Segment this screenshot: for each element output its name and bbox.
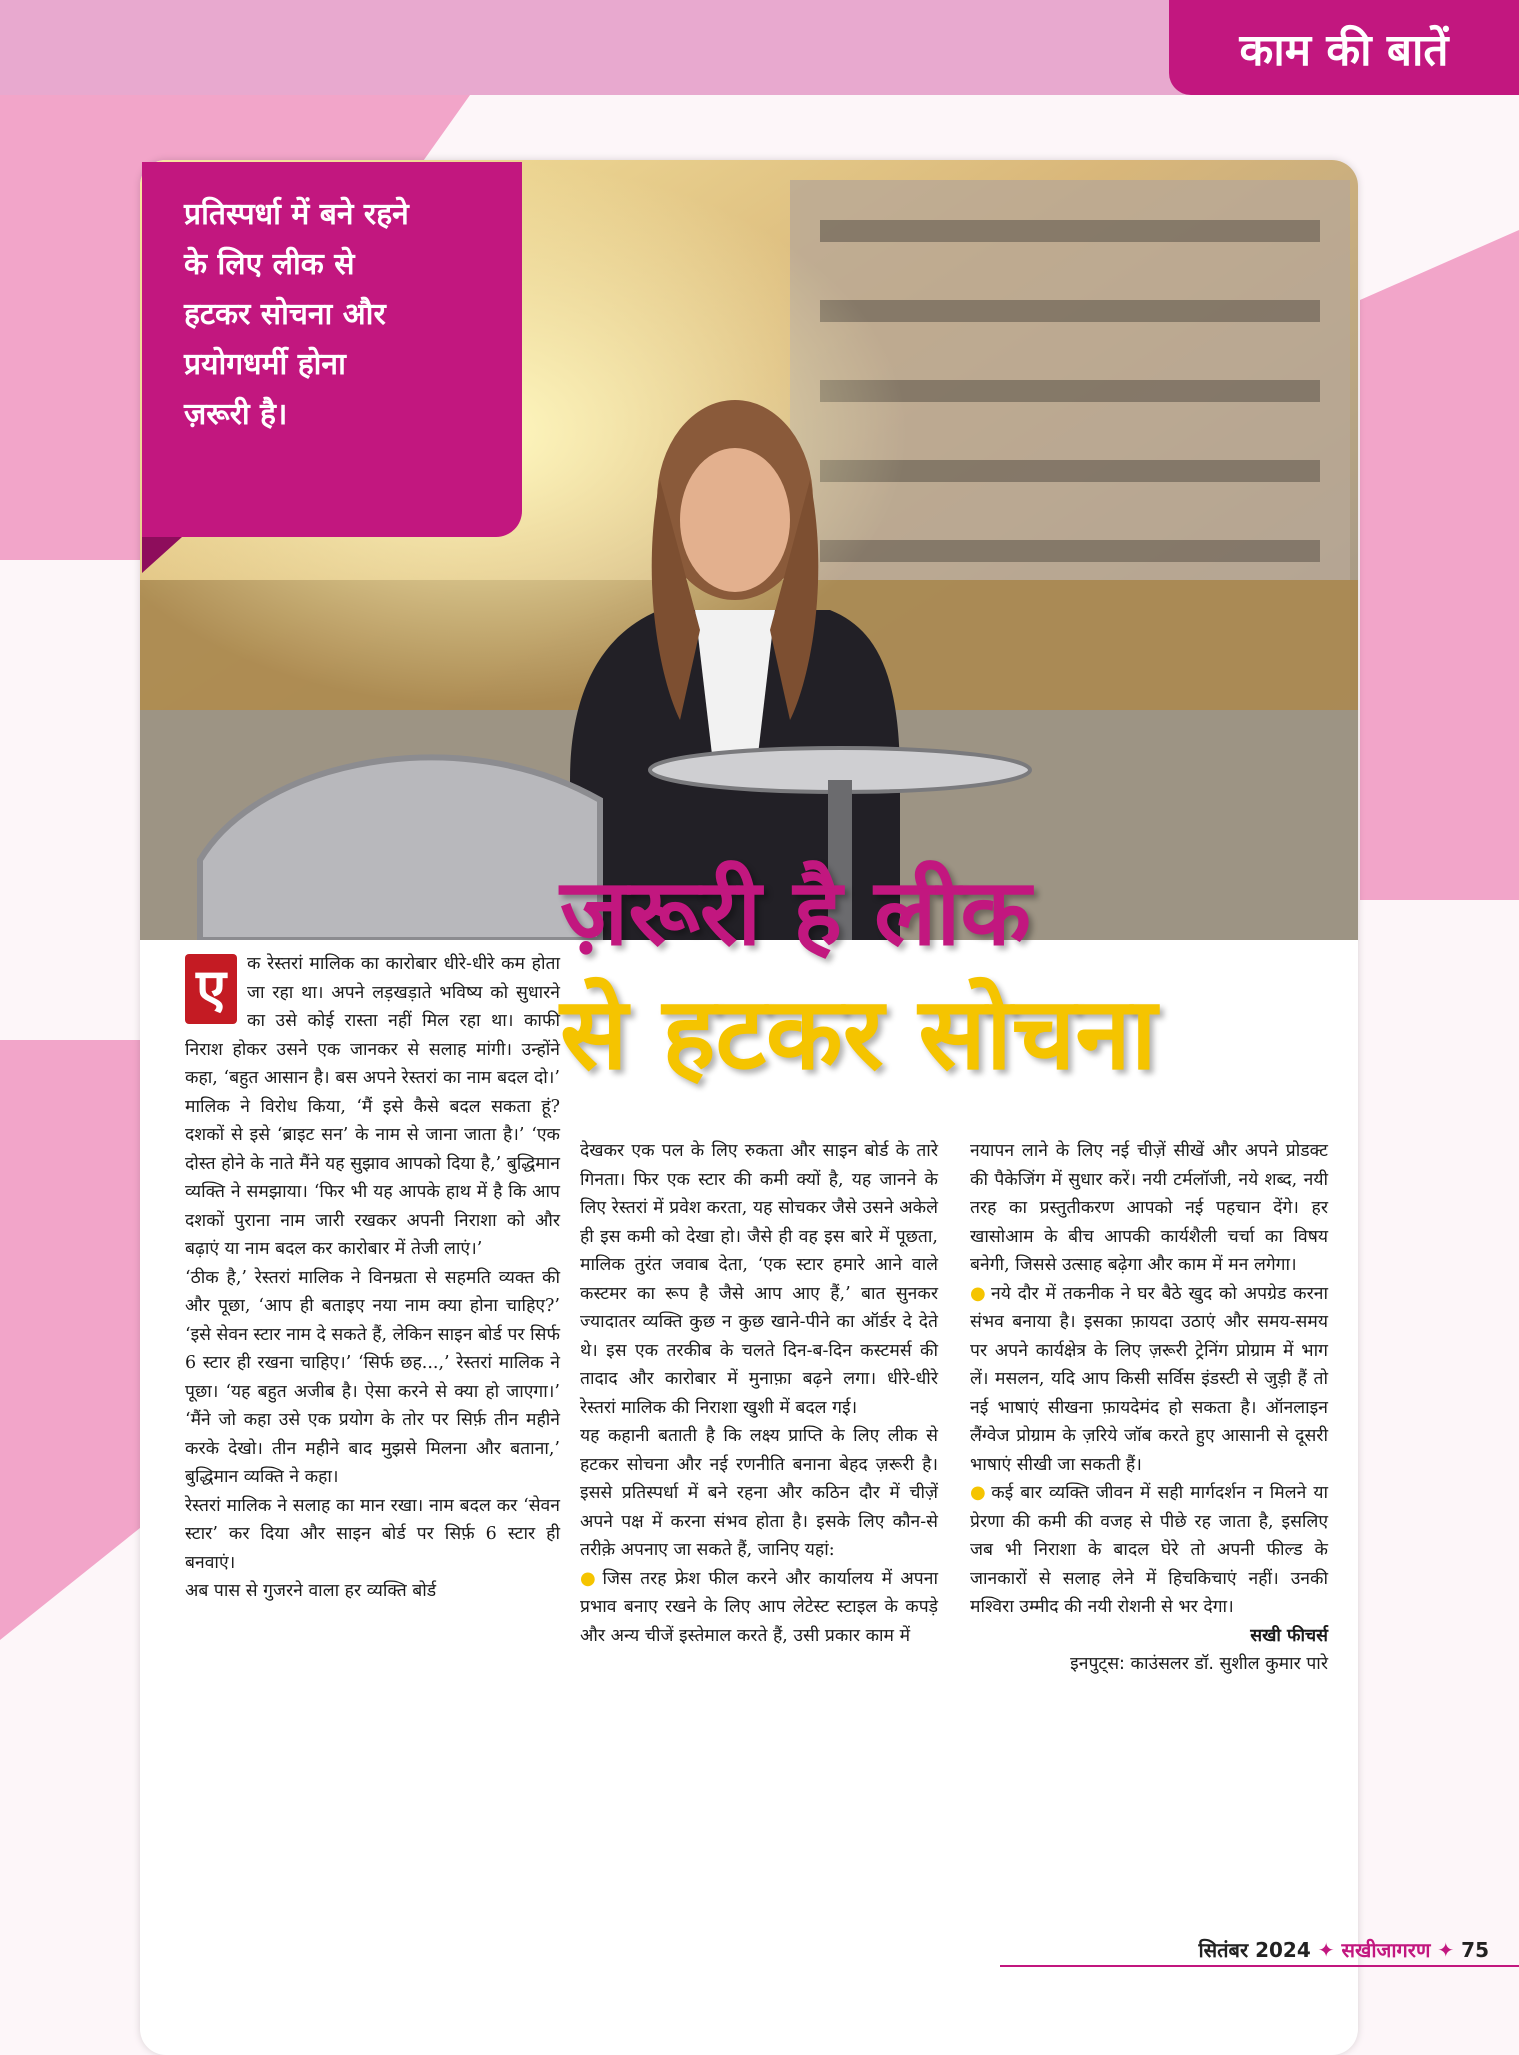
paragraph: रेस्तरां मालिक ने सलाह का मान रखा। नाम बदल कर ‘सेवन स्टार’ कर दिया और साइन बोर्ड पर सिर्फ़ 6 स्टार ही बनवाएं। (185, 1495, 560, 1573)
article-column-1 (185, 950, 560, 1606)
pull-quote-line: ज़रूरी है। (184, 397, 288, 432)
issue-month: सितंबर 2024 (1198, 1938, 1311, 1962)
page-footer (1198, 1936, 1489, 1963)
pull-quote-line: के लिए लीक से (184, 247, 355, 282)
magazine-brand: सखीजागरण (1341, 1938, 1431, 1962)
headline (560, 858, 1360, 1094)
pull-quote-line: प्रतिस्पर्धा में बने रहने (184, 197, 409, 232)
article-column-3 (970, 1137, 1328, 1679)
paragraph: अब पास से गुजरने वाला हर व्यक्ति बोर्ड (185, 1581, 437, 1601)
pull-quote-line: प्रयोगधर्मी होना (184, 347, 346, 382)
drop-cap: ए (185, 954, 237, 1024)
paragraph: कई बार व्यक्ति जीवन में सही मार्गदर्शन न मिलने या प्रेरणा की कमी की वजह से पीछे रह जाता है, इसलिए जब भी निराशा के बादल घेरे तो अपनी फील्ड के जानकारों से सलाह लेने में हिचकिचाएं नहीं। उनकी मश्विरा उम्मीद की नयी रोशनी से भर देगा। (970, 1483, 1328, 1617)
bullet-icon: ● (970, 1482, 988, 1503)
headline-line-2: से हटकर सोचना (560, 975, 1157, 1092)
pull-quote (142, 162, 522, 537)
byline: सखी फीचर्स (1250, 1625, 1328, 1646)
paragraph: नये दौर में तकनीक ने घर बैठे खुद को अपग्रेड करना संभव बनाया है। इसका फ़ायदा उठाएं और समय-समय पर अपने कार्यक्षेत्र के लिए ज़रूरी ट्रेनिंग प्रोग्राम में भाग लें। मसलन, यदि आप किसी सर्विस इंडस्टी से जुड़ी हैं तो नई भाषाएं सीखना फ़ायदेमंद हो सकता है। ऑनलाइन लैंग्वेज प्रोग्राम के ज़रिये जॉब करते हुए आसानी से दूसरी भाषाएं सीखी जा सकती हैं। (970, 1283, 1329, 1475)
pull-quote-fold (142, 537, 182, 573)
paragraph: यह कहानी बताती है कि लक्ष्य प्राप्ति के लिए लीक से हटकर सोचना और नई रणनीति बनाना बेहद ज़रूरी है। इससे प्रतिस्पर्धा में बने रहना और कठिन दौर में चीज़ें अपने पक्ष में करना संभव होता है। इसके लिए कौन-से तरीक़े अपनाए जा सकते हैं, जानिए यहां: (580, 1426, 938, 1560)
inputs-credit: इनपुट्स: काउंसलर डॉ. सुशील कुमार पारे (1070, 1654, 1328, 1674)
paragraph: देखकर एक पल के लिए रुकता और साइन बोर्ड के तारे गिनता। फिर एक स्टार की कमी क्यों है, यह जानने के लिए रेस्तरां में प्रवेश करता, यह सोचकर जैसे उसने अकेले ही इस कमी को देखा हो। जैसे ही वह इस बारे में पूछता, मालिक तुरंत जवाब देता, ‘एक स्टार हमारे आने वाले कस्टमर का रूप है जैसे आप आए हैं,’ बात सुनकर ज्यादातर व्यक्ति कुछ न कुछ खाने-पीने का ऑर्डर दे देते थे। इस एक तरकीब के चलते दिन-ब-दिन कस्टमर्स की तादाद और कारोबार में मुनाफ़ा बढ़ने लगा। धीरे-धीरे रेस्तरां मालिक की निराशा खुशी में बदल गई। (580, 1141, 938, 1418)
page-number: 75 (1461, 1938, 1489, 1962)
bullet-icon: ● (580, 1567, 599, 1589)
footer-rule (1000, 1965, 1519, 1967)
article-column-2 (580, 1137, 938, 1650)
star-icon: ✦ (1437, 1938, 1455, 1962)
paragraph: नयापन लाने के लिए नई चीज़ें सीखें और अपने प्रोडक्ट की पैकेजिंग में सुधार करें। नयी टर्मलॉजी, नये शब्द, नयी तरह का प्रस्तुतीकरण आपको नई पहचान देंगे। हर खासोआम के बीच आपकी कार्यशैली चर्चा का विषय बनेगी, जिससे उत्साह बढ़ेगा और काम में मन लगेगा। (970, 1141, 1328, 1275)
headline-line-1: ज़रूरी है लीक (560, 859, 1031, 966)
pull-quote-line: हटकर सोचना और (184, 297, 386, 332)
bullet-icon: ● (970, 1282, 987, 1304)
paragraph: ‘ठीक है,’ रेस्तरां मालिक ने विनम्रता से सहमति व्यक्त की और पूछा, ‘आप ही बताइए नया नाम क्या होना चाहिए?’ ‘इसे सेवन स्टार नाम दे सकते हैं, लेकिन साइन बोर्ड पर सिर्फ 6 स्टार ही रखना चाहिए।’ ‘सिर्फ छह...,’ रेस्तरां मालिक ने पूछा। ‘यह बहुत अजीब है। ऐसा करने से क्या हो जाएगा।’ ‘मैंने जो कहा उसे एक प्रयोग के तोर पर सिर्फ़ तीन महीने करके देखो। तीन महीने बाद मुझसे मिलना और बताना,’ बुद्धिमान व्यक्ति ने कहा। (185, 1267, 560, 1487)
paragraph: जिस तरह फ्रेश फील करने और कार्यालय में अपना प्रभाव बनाए रखने के लिए आप लेटेस्ट स्टाइल के कपड़े और अन्य चीजें इस्तेमाल करते हैं, उसी प्रकार काम में (580, 1568, 938, 1646)
star-icon: ✦ (1317, 1938, 1335, 1962)
paragraph: क रेस्तरां मालिक का कारोबार धीरे-धीरे कम होता जा रहा था। अपने लड़खड़ाते भविष्य को सुधारने का उसे कोई रास्ता नहीं मिल रहा था। काफी निराश होकर उसने एक जानकर से सलाह मांगी। उन्होंने कहा, ‘बहुत आसान है। बस अपने रेस्तरां का नाम बदल दो।’ मालिक ने विरोध किया, ‘मैं इसे कैसे बदल सकता हूं? दशकों से इसे ‘ब्राइट सन’ के नाम से जाना जाता है।’ ‘एक दोस्त होने के नाते मैंने यह सुझाव आपको दिया है,’ बुद्धिमान व्यक्ति ने समझाया। ‘फिर भी यह आपके हाथ में है कि आप दशकों पुराना नाम जारी रखकर अपनी निराशा को और बढ़ाएं या नाम बदल कर कारोबार में तेजी लाएं।’ (185, 954, 560, 1259)
section-tab: काम की बातें (1169, 0, 1519, 95)
